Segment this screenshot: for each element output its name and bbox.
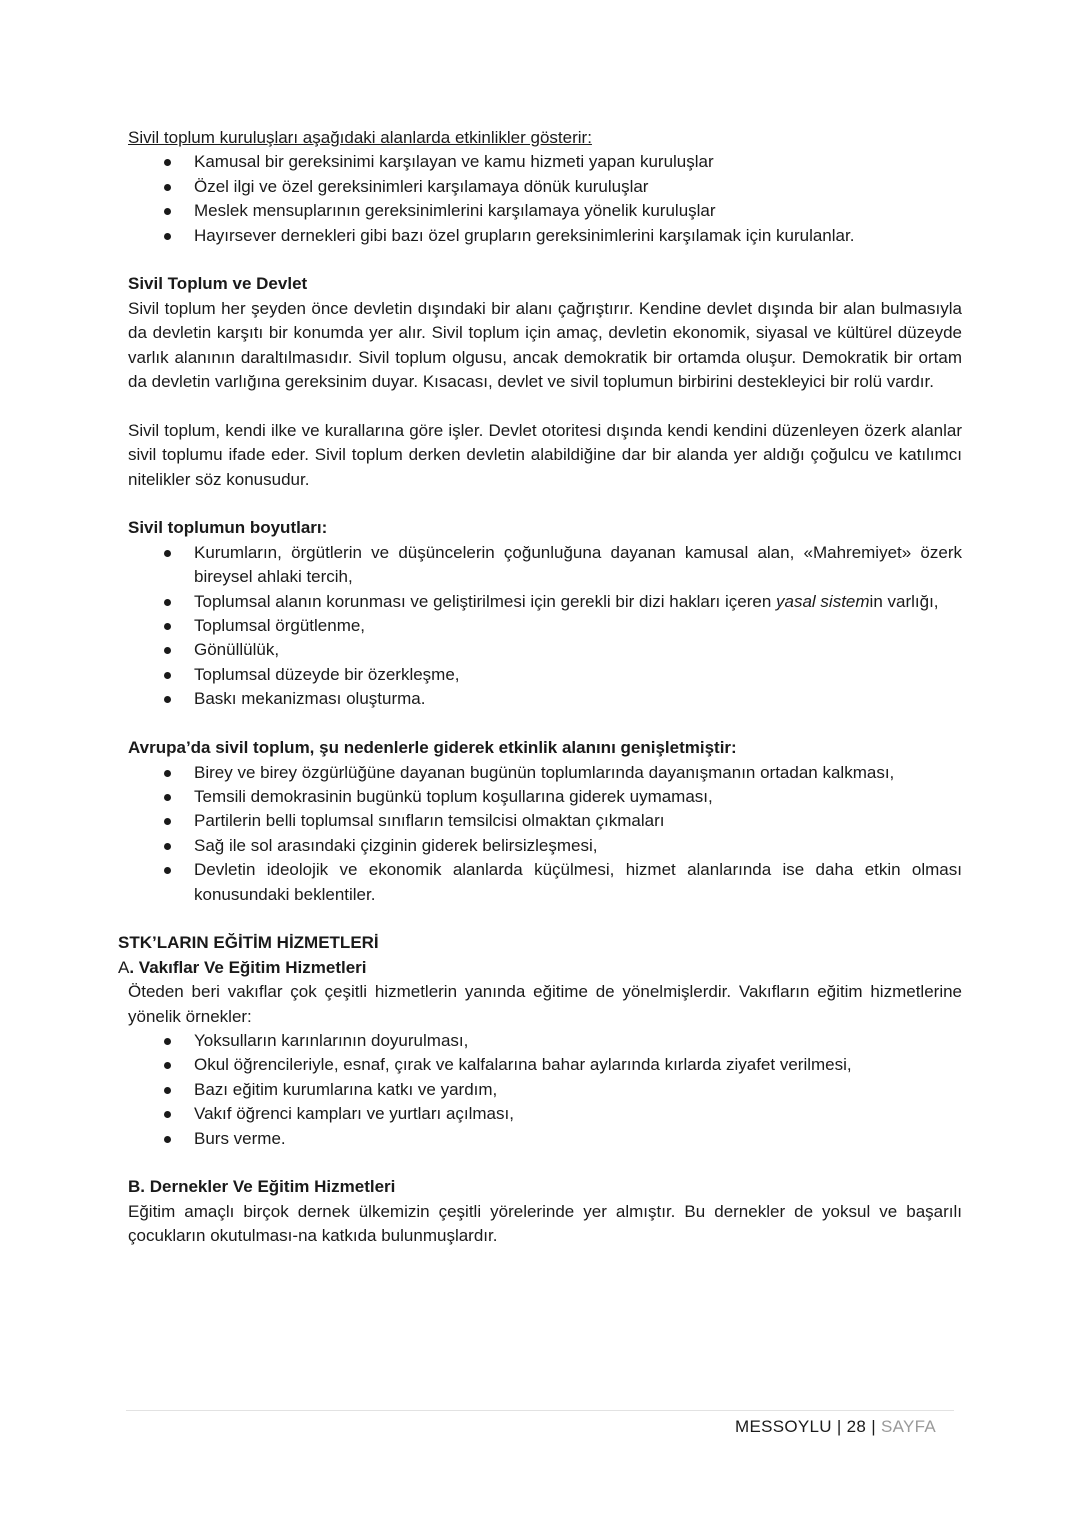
list-item: Okul öğrencileriyle, esnaf, çırak ve kalfalarına bahar aylarında kırlarda ziyafet verilmesi, bbox=[128, 1053, 962, 1077]
bullet-icon bbox=[164, 184, 171, 191]
bullet-icon bbox=[164, 550, 171, 557]
bullet-icon bbox=[164, 623, 171, 630]
bullet-icon bbox=[164, 843, 171, 850]
list-item: Meslek mensuplarının gereksinimlerini karşılamaya yönelik kuruluşlar bbox=[128, 199, 962, 223]
bullet-icon bbox=[164, 696, 171, 703]
bullet-icon bbox=[164, 818, 171, 825]
bullet-icon bbox=[164, 1062, 171, 1069]
chapter-heading: STK’LARIN EĞİTİM HİZMETLERİ bbox=[118, 933, 379, 953]
footer-separator: | bbox=[836, 1417, 842, 1436]
bullet-icon bbox=[164, 1038, 171, 1045]
list-item: Toplumsal düzeyde bir özerkleşme, bbox=[128, 663, 962, 687]
bullet-icon bbox=[164, 794, 171, 801]
list-item: Özel ilgi ve özel gereksinimleri karşılamaya dönük kuruluşlar bbox=[128, 175, 962, 199]
list-item: Burs verme. bbox=[128, 1127, 962, 1151]
bullet-icon bbox=[164, 233, 171, 240]
page-footer bbox=[735, 1417, 936, 1437]
bullet-icon bbox=[164, 647, 171, 654]
bullet-icon bbox=[164, 867, 171, 874]
bullet-icon bbox=[164, 770, 171, 777]
section-heading: Sivil toplumun boyutları: bbox=[128, 518, 328, 538]
subsection-heading: B. Dernekler Ve Eğitim Hizmetleri bbox=[128, 1177, 396, 1197]
list-item: Kamusal bir gereksinimi karşılayan ve kamu hizmeti yapan kuruluşlar bbox=[128, 150, 962, 174]
list-item: Temsili demokrasinin bugünkü toplum koşullarına giderek uymaması, bbox=[128, 785, 962, 809]
footer-label: SAYFA bbox=[880, 1417, 936, 1436]
list-item: Partilerin belli toplumsal sınıfların temsilcisi olmaktan çıkmaları bbox=[128, 809, 962, 833]
section-heading: Avrupa’da sivil toplum, şu nedenlerle giderek etkinlik alanını genişletmiştir: bbox=[128, 738, 737, 758]
paragraph: Sivil toplum, kendi ilke ve kurallarına göre işler. Devlet otoritesi dışında kendi kendini düzenleyen özerk alanlar sivil toplumu ifade eder. Sivil toplum derken devletin alabildiğine dar bir alanda yer aldığı çoğulcu ve katılımcı nitelikler söz konusudur. bbox=[128, 420, 962, 489]
list-item: Toplumsal alanın korunması ve geliştirilmesi için gerekli bir dizi hakları içeren yasal sistemin varlığı, bbox=[128, 590, 962, 614]
list-item: Birey ve birey özgürlüğüne dayanan bugünün toplumlarında dayanışmanın ortadan kalkması, bbox=[128, 761, 962, 785]
dimensions-list bbox=[128, 541, 962, 712]
list-item: Gönüllülük, bbox=[128, 638, 962, 662]
list-item: Sağ ile sol arasındaki çizginin giderek belirsizleşmesi, bbox=[128, 834, 962, 858]
section-heading: Sivil Toplum ve Devlet bbox=[128, 274, 308, 294]
bullet-icon bbox=[164, 208, 171, 215]
list-item: Vakıf öğrenci kampları ve yurtları açılması, bbox=[128, 1102, 962, 1126]
bullet-icon bbox=[164, 672, 171, 679]
footer-separator: | bbox=[871, 1417, 876, 1436]
bullet-icon bbox=[164, 1136, 171, 1143]
paragraph: Eğitim amaçlı birçok dernek ülkemizin çeşitli yörelerinde yer almıştır. Bu dernekler de yoksul ve başarılı çocukların okutulması-na katkıda bulunmuşlardır. bbox=[128, 1201, 962, 1246]
footer-divider bbox=[126, 1410, 954, 1411]
list-item: Devletin ideolojik ve ekonomik alanlarda küçülmesi, hizmet alanlarında ise daha etkin olması konusundaki beklentiler. bbox=[128, 858, 962, 907]
section-intro: Sivil toplum kuruluşları aşağıdaki alanlarda etkinlikler gösterir: bbox=[128, 128, 592, 147]
activity-list bbox=[128, 150, 962, 248]
list-item: Bazı eğitim kurumlarına katkı ve yardım, bbox=[128, 1078, 962, 1102]
page-content bbox=[118, 126, 962, 1249]
europe-reasons-list bbox=[128, 761, 962, 907]
foundation-examples-list bbox=[128, 1029, 962, 1151]
bullet-icon bbox=[164, 1087, 171, 1094]
paragraph: Sivil toplum her şeyden önce devletin dışındaki bir alanı çağrıştırır. Kendine devlet dışında bir alan bulmasıyla da devletin karşıtı bir konumda yer alır. Sivil toplum için amaç, devletin ekonomik, siyasal ve kültürel düzeyde varlık alanının daraltılmasıdır. Sivil toplum olgusu, ancak demokratik bir ortamda oluşur. Demokratik bir ortam da devletin varlığına gereksinim duyar. Kısacası, devlet ve sivil toplumun birbirini destekleyici bir rolü vardır. bbox=[128, 298, 962, 392]
bullet-icon bbox=[164, 159, 171, 166]
list-item: Toplumsal örgütlenme, bbox=[128, 614, 962, 638]
bullet-icon bbox=[164, 1111, 171, 1118]
footer-author: MESSOYLU bbox=[735, 1417, 832, 1436]
paragraph: Öteden beri vakıflar çok çeşitli hizmetlerin yanında eğitime de yönelmişlerdir. Vakıfların eğitim hizmetlerine yönelik örnekler: bbox=[128, 982, 962, 1026]
list-item: Yoksulların karınlarının doyurulması, bbox=[128, 1029, 962, 1053]
bullet-icon bbox=[164, 599, 171, 606]
list-item: Hayırsever dernekleri gibi bazı özel grupların gereksinimlerini karşılamak için kurulanlar. bbox=[128, 224, 962, 248]
subsection-heading: A. Vakıflar Ve Eğitim Hizmetleri bbox=[118, 957, 367, 977]
list-item: Baskı mekanizması oluşturma. bbox=[128, 687, 962, 711]
list-item: Kurumların, örgütlerin ve düşüncelerin çoğunluğuna dayanan kamusal alan, «Mahremiyet» özerk bireysel ahlaki tercih, bbox=[128, 541, 962, 590]
page-number: 28 bbox=[846, 1417, 867, 1436]
